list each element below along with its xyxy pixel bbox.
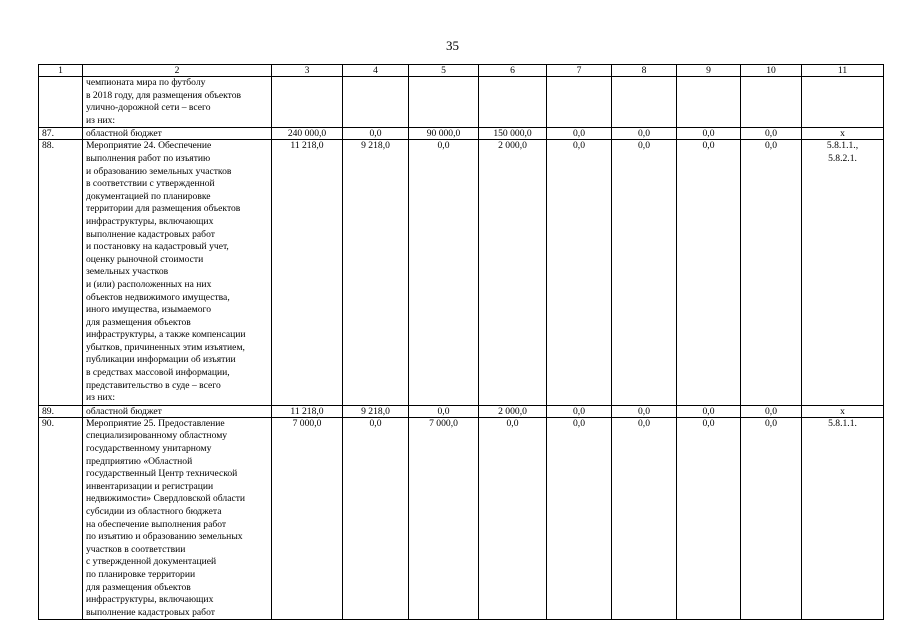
column-header: 9: [677, 65, 741, 77]
value-year: 0,0: [741, 140, 802, 405]
row-description: областной бюджет: [83, 405, 272, 417]
target-indicator: х: [802, 128, 884, 140]
value-total: 240 000,0: [272, 128, 343, 140]
value-cell: [409, 77, 479, 128]
value-year: 0,0: [612, 417, 677, 620]
target-indicator: 5.8.1.1., 5.8.2.1.: [802, 140, 884, 405]
row-number: 87.: [39, 128, 83, 140]
target-cell: [802, 77, 884, 128]
column-header: 6: [479, 65, 547, 77]
value-year: 0,0: [547, 128, 612, 140]
table-row: [39, 128, 884, 140]
column-header: 10: [741, 65, 802, 77]
value-year: 0,0: [612, 140, 677, 405]
row-number: 88.: [39, 140, 83, 405]
value-year: 9 218,0: [343, 405, 409, 417]
value-year: 0,0: [741, 417, 802, 620]
page-number: 35: [446, 38, 459, 53]
value-year: 0,0: [677, 405, 741, 417]
value-year: 0,0: [343, 417, 409, 620]
column-header: 3: [272, 65, 343, 77]
column-header: 5: [409, 65, 479, 77]
value-cell: [272, 77, 343, 128]
value-year: 0,0: [741, 405, 802, 417]
value-year: 9 218,0: [343, 140, 409, 405]
header-row: [39, 65, 884, 77]
value-cell: [343, 77, 409, 128]
value-cell: [741, 77, 802, 128]
value-year: 7 000,0: [409, 417, 479, 620]
value-year: 0,0: [547, 405, 612, 417]
value-year: 0,0: [741, 128, 802, 140]
value-year: 150 000,0: [479, 128, 547, 140]
row-number-cell: [39, 77, 83, 128]
row-description: Мероприятие 25. Предоставление специализированному областному государственному унитарному предприятию «Областной государственный Центр технической инвентаризации и регистрации недвижимости» Свердловской области субсидии из областного бюджета на обеспечение выполнения работ по изъятию и образованию земельных участков в соответствии с утвержденной документацией по планировке территории для размещения объектов инфраструктуры, включающих выполнение кадастровых работ: [83, 417, 272, 620]
value-year: 0,0: [677, 128, 741, 140]
value-cell: [479, 77, 547, 128]
value-year: 0,0: [479, 417, 547, 620]
value-cell: [612, 77, 677, 128]
table-row: [39, 417, 884, 620]
row-description: областной бюджет: [83, 128, 272, 140]
value-total: 11 218,0: [272, 405, 343, 417]
column-header: 8: [612, 65, 677, 77]
value-year: 0,0: [677, 417, 741, 620]
value-year: 0,0: [343, 128, 409, 140]
value-total: 7 000,0: [272, 417, 343, 620]
column-header: 1: [39, 65, 83, 77]
value-cell: [677, 77, 741, 128]
column-header: 4: [343, 65, 409, 77]
row-number: 89.: [39, 405, 83, 417]
value-year: 0,0: [677, 140, 741, 405]
value-year: 0,0: [547, 417, 612, 620]
column-header: 2: [83, 65, 272, 77]
value-year: 0,0: [409, 140, 479, 405]
budget-table: [38, 64, 884, 620]
value-total: 11 218,0: [272, 140, 343, 405]
row-number: 90.: [39, 417, 83, 620]
table-row: [39, 405, 884, 417]
value-year: 0,0: [409, 405, 479, 417]
value-year: 90 000,0: [409, 128, 479, 140]
table-row: [39, 140, 884, 405]
value-year: 0,0: [612, 128, 677, 140]
target-indicator: х: [802, 405, 884, 417]
target-indicator: 5.8.1.1.: [802, 417, 884, 620]
value-year: 0,0: [612, 405, 677, 417]
table-row-continuation: [39, 77, 884, 128]
row-description: Мероприятие 24. Обеспечение выполнения работ по изъятию и образованию земельных участков в соответствии с утвержденной документацией по планировке территории для размещения объектов инфраструктуры, включающих выполнение кадастровых работ и постановку на кадастровый учет, оценку рыночной стоимости земельных участков и (или) расположенных на них объектов недвижимого имущества, иного имущества, изымаемого для размещения объектов инфраструктуры, а также компенсации убытков, причиненных этим изъятием, публикации информации об изъятии в средствах массовой информации, представительство в суде – всего из них:: [83, 140, 272, 405]
column-header: 11: [802, 65, 884, 77]
value-year: 0,0: [547, 140, 612, 405]
value-cell: [547, 77, 612, 128]
row-description: чемпионата мира по футболу в 2018 году, для размещения объектов улично-дорожной сети – всего из них:: [83, 77, 272, 128]
value-year: 2 000,0: [479, 140, 547, 405]
column-header: 7: [547, 65, 612, 77]
value-year: 2 000,0: [479, 405, 547, 417]
